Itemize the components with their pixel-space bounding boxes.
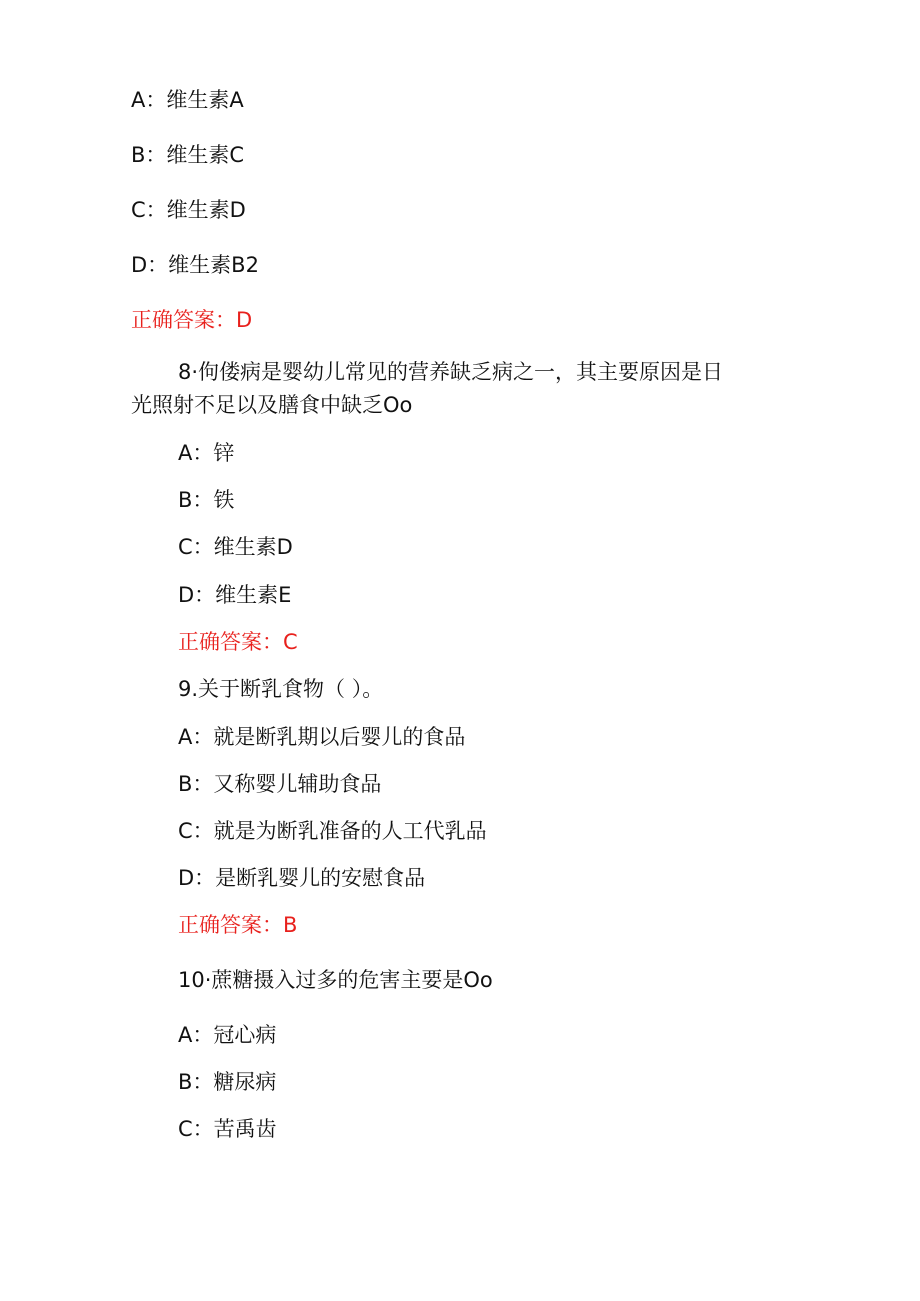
- q7-option-d: [131, 251, 259, 279]
- q9-correct-answer: 正确答案：B: [178, 913, 298, 937]
- option-text: 维生素D: [213, 535, 293, 559]
- q9-option-b: [178, 770, 381, 798]
- q9-option-d: [178, 864, 425, 892]
- q8-option-c: [178, 533, 293, 561]
- option-text: 是断乳婴儿的安慰食品: [215, 866, 426, 890]
- option-text: 铁: [213, 488, 235, 512]
- option-text: 就是为断乳准备的人工代乳品: [213, 819, 487, 843]
- option-text: 就是断乳期以后婴儿的食品: [213, 725, 466, 749]
- q8-correct-answer: 正确答案：C: [178, 630, 298, 654]
- option-letter: D：: [178, 866, 216, 890]
- option-text: 冠心病: [213, 1023, 277, 1047]
- option-letter: D：: [178, 583, 216, 607]
- q10-question: 10·蔗糖摄入过多的危害主要是Oo: [178, 968, 493, 992]
- option-text: 维生素B2: [168, 253, 259, 277]
- q7-option-c: [131, 196, 246, 224]
- option-text: 锌: [213, 441, 235, 465]
- q9-option-a: [178, 723, 465, 751]
- option-letter: B：: [178, 488, 214, 512]
- q10-option-a: [178, 1021, 276, 1049]
- option-letter: B：: [178, 1070, 214, 1094]
- option-text: 维生素D: [166, 198, 246, 222]
- option-letter: A：: [178, 441, 214, 465]
- option-letter: A：: [131, 88, 167, 112]
- q7-option-b: [131, 141, 244, 169]
- option-text: 维生素C: [166, 143, 245, 167]
- q8-option-d: [178, 581, 291, 609]
- q9-question: 9.关于断乳食物（ ）。: [178, 677, 384, 701]
- option-letter: C：: [178, 1117, 214, 1141]
- q8-option-a: [178, 439, 234, 467]
- option-text: 维生素A: [166, 88, 244, 112]
- q8-question-line-1: 8·佝偻病是婴幼儿常见的营养缺乏病之一，其主要原因是日: [178, 360, 724, 384]
- option-text: 糖尿病: [213, 1070, 277, 1094]
- q10-option-c: [178, 1115, 277, 1143]
- option-text: 苦禹齿: [213, 1117, 277, 1141]
- q7-correct-answer: 正确答案：D: [131, 308, 253, 332]
- q10-option-b: [178, 1068, 276, 1096]
- option-letter: C：: [131, 198, 167, 222]
- option-letter: B：: [131, 143, 167, 167]
- option-text: 又称婴儿辅助食品: [213, 772, 382, 796]
- q7-option-a: [131, 86, 244, 114]
- q8-option-b: [178, 486, 234, 514]
- option-text: 维生素E: [215, 583, 292, 607]
- q8-question-line-2: 光照射不足以及膳食中缺乏Oo: [131, 393, 413, 417]
- option-letter: D：: [131, 253, 169, 277]
- q9-option-c: [178, 817, 487, 845]
- option-letter: C：: [178, 535, 214, 559]
- option-letter: A：: [178, 725, 214, 749]
- option-letter: A：: [178, 1023, 214, 1047]
- option-letter: C：: [178, 819, 214, 843]
- option-letter: B：: [178, 772, 214, 796]
